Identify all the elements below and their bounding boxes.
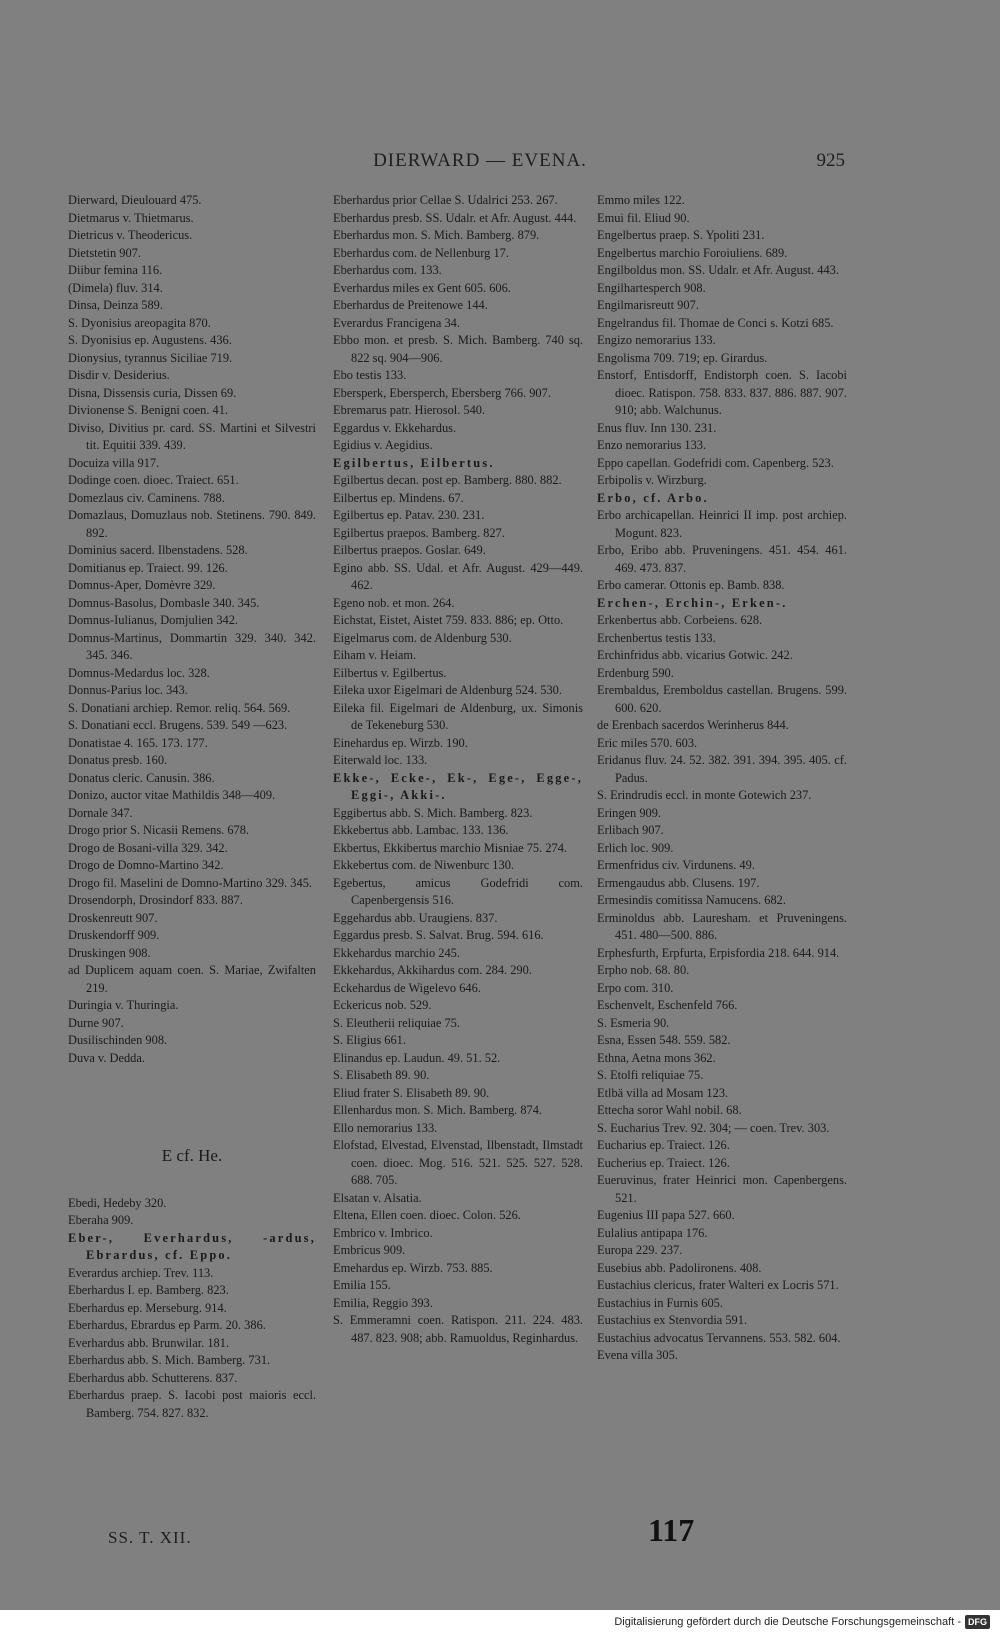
index-entry: Eigelmarus com. de Aldenburg 530.	[333, 630, 512, 645]
index-entry: Egilbertus praepos. Bamberg. 827.	[333, 525, 505, 540]
page-number: 925	[816, 150, 845, 171]
index-entry: Disna, Dissensis curia, Dissen 69.	[68, 385, 237, 400]
index-entry: Eberhardus prior Cellae S. Udalrici 253. 267.	[333, 193, 558, 207]
index-entry: Eiterwald loc. 133.	[333, 753, 428, 767]
index-entry: Donnus-Parius loc. 343.	[68, 683, 188, 697]
index-entry: Eilbertus ep. Mindens. 67.	[333, 490, 464, 505]
index-entry: Domnus-Basolus, Dombasle 340. 345.	[68, 595, 260, 610]
index-entry: Erlich loc. 909.	[597, 840, 674, 855]
index-entry: Emilia 155.	[333, 1278, 391, 1292]
index-entry: Eggibertus abb. S. Mich. Bamberg. 823.	[333, 805, 533, 820]
index-entry: Eschenvelt, Eschenfeld 766.	[597, 998, 738, 1012]
index-entry: Erminoldus abb. Lauresham. et Pruveningens. 451. 480—500. 886.	[597, 910, 847, 942]
index-entry: Drogo de Domno-Martino 342.	[68, 858, 224, 872]
index-entry: Engizo nemorarius 133.	[597, 333, 716, 347]
index-entry: Erphesfurth, Erpfurta, Erpisfordia 218. 644. 914.	[597, 945, 840, 960]
index-entry: Eileka uxor Eigelmari de Aldenburg 524. 530.	[333, 683, 562, 697]
index-entry: Eberhardus com. de Nellenburg 17.	[333, 245, 509, 260]
index-entry: Eilbertus v. Egilbertus.	[333, 665, 447, 680]
index-entry: Erpo com. 310.	[597, 980, 674, 995]
index-entry: S. Emmeramni coen. Ratispon. 211. 224. 483. 487. 823. 908; abb. Ramuoldus, Reginhardus.	[333, 1313, 583, 1345]
index-entry: Erbipolis v. Wirzburg.	[597, 473, 707, 487]
index-entry: Eiham v. Heiam.	[333, 648, 417, 662]
index-entry: Erchinfridus abb. vicarius Gotwic. 242.	[597, 648, 793, 662]
index-entry: Elsatan v. Alsatia.	[333, 1190, 422, 1205]
index-entry: Dusilischinden 908.	[68, 1033, 168, 1047]
index-entry: Embricus 909.	[333, 1243, 406, 1257]
index-entry: Donatistae 4. 165. 173. 177.	[68, 735, 208, 750]
index-entry: Eggehardus abb. Uraugiens. 837.	[333, 910, 498, 925]
index-entry: Eberaha 909.	[68, 1213, 134, 1227]
index-entry: Diviso, Divitius pr. card. SS. Martini et Silvestri tit. Equitii 339. 439.	[68, 420, 316, 452]
index-entry: Duringia v. Thuringia.	[68, 998, 179, 1012]
index-entry: Europa 229. 237.	[597, 1243, 683, 1257]
index-entry: Disdir v. Desiderius.	[68, 368, 170, 382]
index-entry: S. Donatiani eccl. Brugens. 539. 549 —623.	[68, 718, 288, 732]
index-entry: Einehardus ep. Wirzb. 190.	[333, 735, 468, 750]
index-entry: Eckehardus de Wigelevo 646.	[333, 980, 481, 995]
index-entry: Ello nemorarius 133.	[333, 1120, 438, 1135]
index-entry: S. Donatiani archiep. Remor. reliq. 564. 569.	[68, 700, 291, 715]
index-entry: Ekkehardus, Akkihardus com. 284. 290.	[333, 963, 532, 977]
index-entry: Eucharius ep. Traiect. 126.	[597, 1138, 730, 1152]
index-entry: Eusebius abb. Padolironens. 408.	[597, 1260, 762, 1275]
index-entry: Enus fluv. Inn 130. 231.	[597, 420, 717, 435]
index-entry: Eustachius ex Stenvordia 591.	[597, 1313, 748, 1327]
index-entry: Eberhardus I. ep. Bamberg. 823.	[68, 1283, 229, 1297]
index-entry: Engilboldus mon. SS. Udalr. et Afr. August. 443.	[597, 263, 839, 277]
index-entry: Elofstad, Elvestad, Elvenstad, Ilbenstadt, Ilmstadt coen. dioec. Mog. 516. 521. 525. 527. 528. 688. 705.	[333, 1138, 583, 1187]
index-entry: Enzo nemorarius 133.	[597, 438, 707, 452]
index-entry: Ebo testis 133.	[333, 368, 407, 382]
running-title: DIERWARD — EVENA.	[373, 150, 587, 171]
index-entry: Enstorf, Entisdorff, Endistorph coen. S. Iacobi dioec. Ratispon. 758. 833. 837. 886. 887. 907. 910; abb. Walchunus.	[597, 368, 847, 417]
index-entry: Erlibach 907.	[597, 823, 664, 837]
index-column-1	[68, 192, 316, 1422]
index-entry: Docuiza villa 917.	[68, 455, 160, 470]
index-entry: de Erenbach sacerdos Werinherus 844.	[597, 718, 789, 732]
index-entry: Eberhardus com. 133.	[333, 263, 442, 277]
index-entry: Dietmarus v. Thietmarus.	[68, 210, 194, 225]
index-entry: Eltena, Ellen coen. dioec. Colon. 526.	[333, 1208, 521, 1222]
volume-signature: SS. T. XII.	[108, 1528, 192, 1547]
index-entry: Egidius v. Aegidius.	[333, 438, 433, 452]
index-entry: Drogo de Bosani-villa 329. 342.	[68, 840, 228, 855]
index-entry: Druskingen 908.	[68, 945, 151, 960]
index-entry: Dierward, Dieulouard 475.	[68, 193, 202, 207]
index-entry: Emui fil. Eliud 90.	[597, 210, 690, 225]
index-entry: (Dimela) fluv. 314.	[68, 280, 163, 295]
index-entry: ad Duplicem aquam coen. S. Mariae, Zwifalten 219.	[68, 963, 316, 995]
index-entry: Ebremarus patr. Hierosol. 540.	[333, 403, 486, 417]
index-entry: S. Etolfi reliquiae 75.	[597, 1068, 704, 1082]
index-entry: Eberhardus abb. Schutterens. 837.	[68, 1370, 238, 1385]
index-entry: Donatus cleric. Canusin. 386.	[68, 770, 215, 785]
footer-text: Digitalisierung gefördert durch die Deutsche Forschungsgemeinschaft -	[614, 1616, 961, 1628]
index-entry: Dinsa, Deinza 589.	[68, 298, 163, 312]
index-entry: Erembaldus, Eremboldus castellan. Brugens. 599. 600. 620.	[597, 683, 847, 715]
index-entry: Dornale 347.	[68, 805, 133, 820]
index-entry: Eliud frater S. Elisabeth 89. 90.	[333, 1085, 490, 1100]
index-entry: Divionense S. Benigni coen. 41.	[68, 403, 229, 417]
index-entry: Domnus-Aper, Domèvre 329.	[68, 578, 216, 592]
index-entry: Eustachius clericus, frater Walteri ex Locris 571.	[597, 1278, 839, 1292]
index-entry: Droskenreutt 907.	[68, 910, 158, 925]
index-entry: Eggardus v. Ekkehardus.	[333, 420, 457, 435]
index-entry: Everardus archiep. Trev. 113.	[68, 1265, 214, 1280]
index-entry: Eberhardus mon. S. Mich. Bamberg. 879.	[333, 228, 540, 242]
index-entry: S. Dyonisius ep. Augustens. 436.	[68, 333, 232, 347]
index-entry: S. Eligius 661.	[333, 1033, 406, 1047]
index-entry: S. Esmeria 90.	[597, 1015, 670, 1030]
index-entry: Egilbertus, Eilbertus.	[333, 455, 495, 470]
index-entry: Eueruvinus, frater Heinrici mon. Capenbergens. 521.	[597, 1173, 847, 1205]
index-entry: Eberhardus de Preitenowe 144.	[333, 298, 488, 312]
index-entry: Donizo, auctor vitae Mathildis 348—409.	[68, 788, 276, 802]
index-entry: Drogo fil. Maselini de Domno-Martino 329. 345.	[68, 875, 312, 890]
index-entry: Ebedi, Hedeby 320.	[68, 1195, 167, 1210]
index-entry: Ermengaudus abb. Clusens. 197.	[597, 875, 760, 890]
index-entry: Dodinge coen. dioec. Traiect. 651.	[68, 473, 239, 487]
index-entry: Dominius sacerd. Ilbenstadens. 528.	[68, 543, 248, 557]
index-entry: Domazlaus, Domuzlaus nob. Stetinens. 790. 849. 892.	[68, 508, 316, 540]
funding-footer	[614, 1612, 990, 1632]
index-entry: Ettecha soror Wahl nobil. 68.	[597, 1103, 742, 1117]
index-entry: Druskendorff 909.	[68, 928, 160, 942]
index-entry: Domitianus ep. Traiect. 99. 126.	[68, 560, 228, 575]
index-entry: Eilbertus praepos. Goslar. 649.	[333, 543, 486, 557]
index-entry: Etlbä villa ad Mosam 123.	[597, 1085, 729, 1100]
index-entry: Ebbo mon. et presb. S. Mich. Bamberg. 740 sq. 822 sq. 904—906.	[333, 333, 583, 365]
index-entry: Eugenius III papa 527. 660.	[597, 1208, 735, 1222]
index-entry: Eringen 909.	[597, 805, 662, 820]
index-entry: Diibur femina 116.	[68, 263, 163, 277]
index-entry: Ekkehardus marchio 245.	[333, 945, 460, 960]
index-entry: Esna, Essen 548. 559. 582.	[597, 1033, 731, 1047]
index-entry: Engelbertus marchio Foroiuliens. 689.	[597, 245, 788, 260]
index-entry: Everardus Francigena 34.	[333, 315, 460, 330]
index-entry: Eckericus nob. 529.	[333, 998, 432, 1012]
index-column-2	[333, 192, 583, 1347]
index-entry: Egebertus, amicus Godefridi com. Capenbergensis 516.	[333, 875, 583, 907]
index-entry: Duva v. Dedda.	[68, 1050, 145, 1065]
index-entry: Eberhardus ep. Merseburg. 914.	[68, 1300, 227, 1315]
index-entry: Eulalius antipapa 176.	[597, 1225, 708, 1240]
index-entry: Emilia, Reggio 393.	[333, 1295, 433, 1310]
index-entry: Domezlaus civ. Caminens. 788.	[68, 490, 225, 505]
index-entry: Eucherius ep. Traiect. 126.	[597, 1155, 730, 1170]
index-entry: Dionysius, tyrannus Siciliae 719.	[68, 350, 233, 365]
section-heading: E cf. He.	[161, 1146, 223, 1165]
index-entry: Eber-, Everhardus, -ardus, Ebrardus, cf. Eppo.	[68, 1230, 316, 1262]
index-entry: Erbo, cf. Arbo.	[597, 490, 709, 505]
index-entry: Eustachius advocatus Tervannens. 553. 582. 604.	[597, 1330, 841, 1345]
index-entry: Engolisma 709. 719; ep. Girardus.	[597, 350, 768, 365]
index-entry: S. Eleutherii reliquiae 75.	[333, 1015, 460, 1030]
index-entry: S. Dyonisius areopagita 870.	[68, 315, 211, 330]
index-column-3	[597, 192, 847, 1365]
index-entry: Domnus-Medardus loc. 328.	[68, 665, 210, 680]
index-entry: Drogo prior S. Nicasii Remens. 678.	[68, 823, 250, 837]
index-entry: Elinandus ep. Laudun. 49. 51. 52.	[333, 1050, 501, 1065]
index-entry: Engelbertus praep. S. Ypoliti 231.	[597, 228, 765, 242]
index-entry: Eggardus presb. S. Salvat. Brug. 594. 616.	[333, 928, 544, 942]
index-entry: Eileka fil. Eigelmari de Aldenburg, ux. Simonis de Tekeneburg 530.	[333, 700, 583, 732]
index-entry: Eberhardus presb. SS. Udalr. et Afr. August. 444.	[333, 210, 577, 225]
index-entry: Erkenbertus abb. Corbeiens. 628.	[597, 613, 763, 627]
index-entry: Ermesindis comitissa Namucens. 682.	[597, 893, 786, 907]
index-entry: S. Eucharius Trev. 92. 304; — coen. Trev. 303.	[597, 1120, 830, 1135]
index-entry: Eberhardus abb. S. Mich. Bamberg. 731.	[68, 1353, 271, 1367]
index-entry: Durne 907.	[68, 1015, 124, 1030]
index-entry: Ethna, Aetna mons 362.	[597, 1050, 716, 1065]
gathering-number: 117	[648, 1512, 695, 1548]
index-entry: Domnus-Iulianus, Domjulien 342.	[68, 613, 239, 627]
index-entry: Everhardus miles ex Gent 605. 606.	[333, 280, 511, 295]
index-entry: Ebersperk, Ebersperch, Ebersberg 766. 907.	[333, 385, 551, 400]
index-entry: Engilhartesperch 908.	[597, 280, 706, 295]
index-entry: Eichstat, Eistet, Aistet 759. 833. 886; ep. Otto.	[333, 613, 564, 627]
index-entry: Eric miles 570. 603.	[597, 735, 698, 750]
index-entry: Egilbertus ep. Patav. 230. 231.	[333, 508, 485, 522]
index-entry: Eberhardus praep. S. Iacobi post maioris eccl. Bamberg. 754. 827. 832.	[68, 1388, 316, 1420]
index-entry: Domnus-Martinus, Dommartin 329. 340. 342. 345. 346.	[68, 630, 316, 662]
index-entry: Eppo capellan. Godefridi com. Capenberg. 523.	[597, 455, 834, 470]
index-entry: Ekbertus, Ekkibertus marchio Misniae 75. 274.	[333, 840, 568, 855]
index-entry: Dietstetin 907.	[68, 245, 141, 260]
dfg-logo-icon: DFG	[965, 1615, 990, 1629]
index-entry: Erdenburg 590.	[597, 665, 674, 680]
index-entry: Egino abb. SS. Udal. et Afr. August. 429—449. 462.	[333, 560, 583, 592]
index-entry: Erchenbertus testis 133.	[597, 630, 716, 645]
index-entry: Erpho nob. 68. 80.	[597, 963, 690, 977]
index-entry: Ekke-, Ecke-, Ek-, Ege-, Egge-, Eggi-, Akki-.	[333, 770, 583, 802]
index-entry: Ermenfridus civ. Virdunens. 49.	[597, 858, 755, 872]
index-entry: Engilmarisreutt 907.	[597, 298, 699, 312]
index-entry: Evena villa 305.	[597, 1348, 678, 1362]
index-entry: Egilbertus decan. post ep. Bamberg. 880. 882.	[333, 473, 562, 487]
index-entry: Eridanus fluv. 24. 52. 382. 391. 394. 395. 405. cf. Padus.	[597, 753, 847, 785]
index-entry: Erbo, Eribo abb. Pruveningens. 451. 454. 461. 469. 473. 837.	[597, 543, 847, 575]
index-entry: Emehardus ep. Wirzb. 753. 885.	[333, 1260, 493, 1275]
index-entry: S. Erindrudis eccl. in monte Gotewich 237.	[597, 788, 812, 802]
index-entry: Embrico v. Imbrico.	[333, 1225, 433, 1240]
index-entry: Drosendorph, Drosindorf 833. 887.	[68, 893, 243, 907]
index-entry: Dietricus v. Theodericus.	[68, 228, 193, 242]
index-entry: Everhardus abb. Brunwilar. 181.	[68, 1335, 230, 1350]
index-entry: Eberhardus, Ebrardus ep Parm. 20. 386.	[68, 1318, 266, 1332]
index-entry: Ellenhardus mon. S. Mich. Bamberg. 874.	[333, 1103, 543, 1117]
index-entry: Ekkebertus com. de Niwenburc 130.	[333, 858, 514, 872]
index-entry: Engelrandus fil. Thomae de Conci s. Kotzi 685.	[597, 315, 834, 330]
index-entry: Erbo archicapellan. Heinrici II imp. post archiep. Mogunt. 823.	[597, 508, 847, 540]
index-entry: Erchen-, Erchin-, Erken-.	[597, 595, 788, 610]
index-entry: Emmo miles 122.	[597, 193, 685, 207]
index-entry: Egeno nob. et mon. 264.	[333, 595, 455, 610]
index-entry: Ekkebertus abb. Lambac. 133. 136.	[333, 823, 509, 837]
index-entry: Erbo camerar. Ottonis ep. Bamb. 838.	[597, 578, 785, 592]
index-entry: Donatus presb. 160.	[68, 753, 168, 767]
index-entry: Eustachius in Furnis 605.	[597, 1295, 723, 1310]
index-entry: S. Elisabeth 89. 90.	[333, 1068, 430, 1082]
